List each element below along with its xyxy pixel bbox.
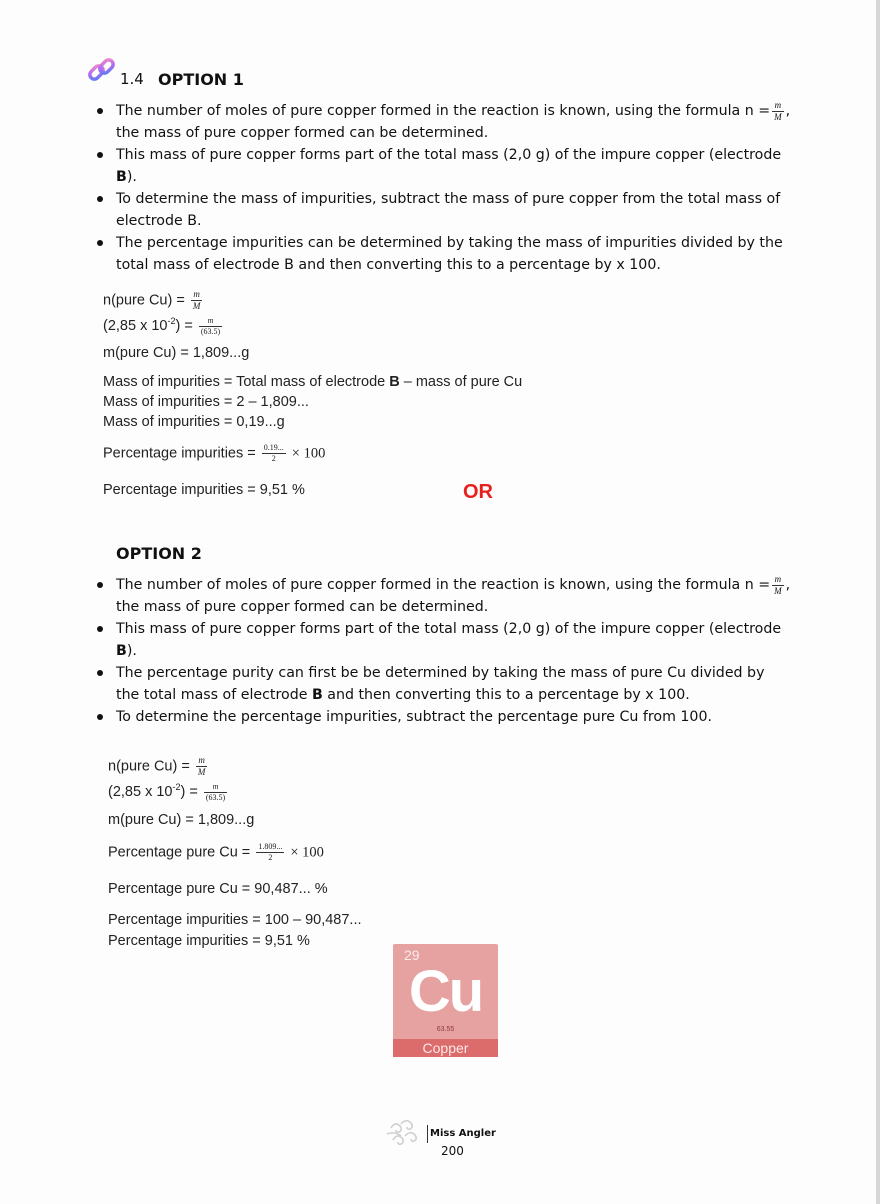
calc2-impurities-2: Percentage impurities = 9,51 % — [108, 933, 310, 949]
calc-percentage: Percentage impurities = $\frac{0.19...}{2}$ × 100 — [103, 443, 326, 463]
list-item: The percentage purity can first be be determined by taking the mass of pure Cu divided by the total mass of electrode B and then converting this to a percentage by x 100. — [92, 662, 792, 706]
calc-moles: (2,85 x $10^{-2}$) = $\frac{m}{(63.5)}$ — [103, 315, 221, 336]
chain-link-icon — [86, 54, 120, 88]
calc-mass: m(pure Cu) = 1,809...g — [103, 345, 250, 361]
atomic-number: 29 — [404, 947, 420, 963]
or-label: OR — [463, 481, 493, 503]
calc2-mass: m(pure Cu) = 1,809...g — [108, 812, 255, 828]
swirl-logo-icon — [385, 1116, 425, 1152]
calc2-impurities-1: Percentage impurities = 100 – 90,487... — [108, 912, 362, 928]
page-edge — [876, 0, 880, 1204]
calc-n-formula: n(pure Cu) = $\frac{m}{M}$ — [103, 289, 201, 311]
footer-divider — [427, 1125, 428, 1143]
page-number: 200 — [441, 1144, 464, 1158]
section-number: 1.4 — [120, 70, 144, 88]
calc-impurities-1: Mass of impurities = Total mass of electrode B – mass of pure Cu — [103, 374, 523, 390]
option1-title: OPTION 1 — [158, 70, 244, 89]
atomic-mass: 63.55 — [436, 1026, 455, 1033]
list-item: To determine the percentage impurities, subtract the percentage pure Cu from 100. — [92, 706, 792, 728]
calc2-moles: (2,85 x $10^{-2}$) = $\frac{m}{(63.5)}$ — [108, 781, 226, 802]
element-symbol: Cu — [408, 959, 483, 1024]
calc2-pure-percentage: Percentage pure Cu = $\frac{1.809...}{2}$ × 100 — [108, 842, 324, 862]
element-name: Copper — [393, 1039, 498, 1057]
footer-author: Miss Angler — [430, 1128, 496, 1139]
option2-bullets — [92, 574, 792, 728]
option2-title: OPTION 2 — [116, 544, 202, 563]
list-item: The percentage impurities can be determined by taking the mass of impurities divided by the total mass of electrode B and then converting this to a percentage by x 100. — [92, 232, 792, 276]
formula-fraction: $\frac{m}{M}$ — [774, 573, 782, 596]
list-item: This mass of pure copper forms part of the total mass (2,0 g) of the impure copper (electrode B). — [92, 618, 792, 662]
calc-percentage-result: Percentage impurities = 9,51 % — [103, 482, 305, 498]
calc2-pure-result: Percentage pure Cu = 90,487... % — [108, 881, 328, 897]
formula-fraction: $\frac{m}{M}$ — [774, 99, 782, 122]
option1-bullets — [92, 100, 792, 276]
calc-impurities-2: Mass of impurities = 2 – 1,809... — [103, 394, 309, 410]
list-item: To determine the mass of impurities, subtract the mass of pure copper from the total mass of electrode B. — [92, 188, 792, 232]
list-item: The number of moles of pure copper formed in the reaction is known, using the formula n = $\frac{m}{M}$ , the mass of pure copper formed can be determined. — [92, 100, 792, 144]
list-item: This mass of pure copper forms part of the total mass (2,0 g) of the impure copper (electrode B). — [92, 144, 792, 188]
list-item: The number of moles of pure copper formed in the reaction is known, using the formula n = $\frac{m}{M}$ , the mass of pure copper formed can be determined. — [92, 574, 792, 618]
calc2-n-formula: n(pure Cu) = $\frac{m}{M}$ — [108, 755, 206, 777]
copper-element-tile — [393, 944, 498, 1057]
calc-impurities-3: Mass of impurities = 0,19...g — [103, 414, 285, 430]
